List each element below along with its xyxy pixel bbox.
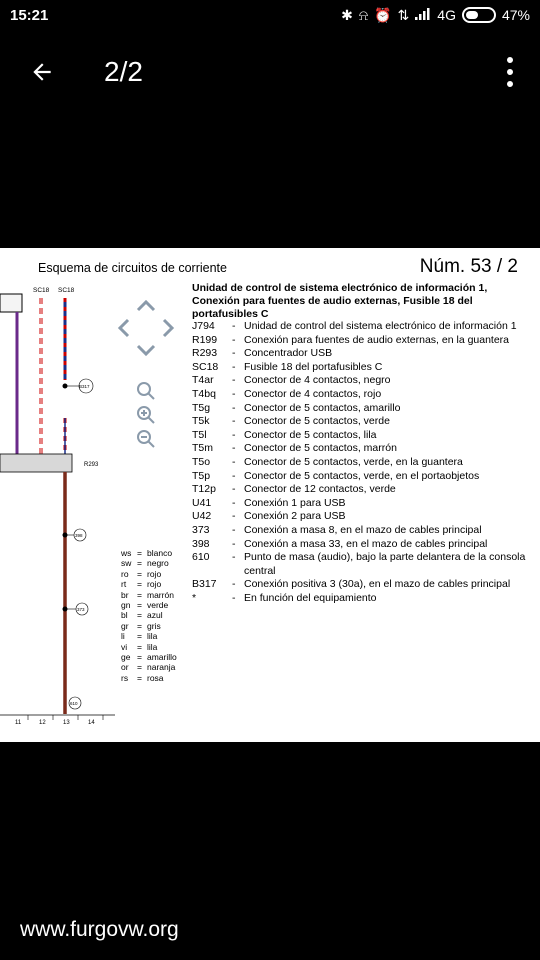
- wire-color-code: or: [121, 662, 129, 673]
- legend-dash: -: [232, 442, 236, 455]
- legend-code: 610: [192, 551, 210, 564]
- legend-row: [192, 361, 532, 375]
- legend-dash: -: [232, 320, 236, 332]
- legend-code: J794: [192, 320, 215, 332]
- wire-color-row: [121, 569, 177, 579]
- more-options-button[interactable]: [498, 52, 522, 92]
- pan-control[interactable]: [116, 294, 176, 364]
- legend-row: [192, 347, 532, 361]
- document-image[interactable]: [0, 248, 540, 742]
- legend-dash: -: [232, 360, 236, 373]
- legend-row: [192, 442, 532, 456]
- legend-desc: Conexión 1 para USB: [244, 496, 346, 509]
- legend-code: T5l: [192, 428, 207, 441]
- legend-desc: Conexión a masa 8, en el mazo de cables principal: [244, 523, 482, 536]
- legend-desc: Conector de 5 contactos, verde, en el portaobjetos: [244, 469, 480, 482]
- wire-color-eq: =: [137, 672, 142, 683]
- column-14: 14: [88, 720, 95, 726]
- pan-left-icon: [120, 320, 128, 336]
- site-url[interactable]: www.furgovw.org: [20, 918, 179, 941]
- wire-color-name: naranja: [147, 662, 176, 673]
- legend-dash: -: [232, 523, 236, 536]
- wire-colors-table: [121, 548, 177, 683]
- legend-code: 398: [192, 537, 210, 550]
- legend-row: [192, 578, 532, 592]
- legend-desc: Conector de 4 contactos, rojo: [244, 387, 382, 400]
- doc-number: Núm. 53 / 2: [419, 256, 518, 277]
- legend-row: [192, 551, 532, 578]
- wire-color-name: gris: [147, 620, 161, 631]
- legend-row: [192, 429, 532, 443]
- wire-color-row: [121, 673, 177, 683]
- legend-code: *: [192, 591, 197, 604]
- legend-code: U42: [192, 510, 212, 523]
- legend-dash: -: [232, 496, 236, 509]
- legend-dash: -: [232, 510, 236, 523]
- wire-color-code: gn: [121, 600, 131, 611]
- wire-color-eq: =: [137, 568, 142, 579]
- legend-row: [192, 334, 532, 348]
- legend-dash: -: [232, 374, 236, 387]
- wire-color-eq: =: [137, 631, 142, 642]
- legend-code: T5g: [192, 401, 211, 414]
- signal-icon: [415, 7, 431, 23]
- wire-color-code: ro: [121, 568, 129, 579]
- legend-desc: Fusible 18 del portafusibles C: [244, 360, 383, 373]
- wire-color-eq: =: [137, 548, 142, 558]
- wiring-diagram: [0, 268, 115, 742]
- legend-desc: Conexión positiva 3 (30a), en el mazo de cables principal: [244, 578, 511, 591]
- wire-color-name: marrón: [147, 589, 174, 600]
- legend-code: B317: [192, 578, 217, 591]
- wire-color-row: [121, 621, 177, 631]
- wire-color-name: blanco: [147, 548, 173, 558]
- back-button[interactable]: [22, 52, 62, 92]
- wire-color-name: amarillo: [147, 652, 177, 663]
- legend-row: [192, 388, 532, 402]
- legend-code: R199: [192, 333, 218, 346]
- wire-color-eq: =: [137, 579, 142, 590]
- legend-dash: -: [232, 483, 236, 496]
- bell-off-icon: ⍾: [358, 6, 369, 23]
- wire-color-name: negro: [147, 558, 169, 569]
- wire-color-code: rs: [121, 672, 129, 683]
- legend-row: [192, 470, 532, 484]
- wire-color-row: [121, 642, 177, 652]
- wire-color-code: gr: [121, 620, 129, 631]
- wire-color-eq: =: [137, 652, 142, 663]
- wire-color-row: [121, 548, 177, 558]
- wire-color-code: li: [121, 631, 125, 642]
- legend-code: T5m: [192, 442, 213, 455]
- wire-color-code: br: [121, 589, 129, 600]
- legend-dash: -: [232, 401, 236, 414]
- network-type: 4G: [437, 7, 456, 23]
- legend-code: SC18: [192, 360, 219, 373]
- wire-color-name: verde: [147, 600, 169, 611]
- legend-dash: -: [232, 387, 236, 400]
- legend-desc: En función del equipamiento: [244, 591, 377, 604]
- legend-dash: -: [232, 455, 236, 468]
- legend-code: T12p: [192, 483, 216, 496]
- legend-table: [192, 320, 532, 605]
- more-vert-icon: [507, 57, 513, 63]
- legend-desc: Conexión para fuentes de audio externas, en la guantera: [244, 333, 510, 346]
- zoom-out-icon: [138, 431, 154, 447]
- wire-color-code: rt: [121, 579, 127, 590]
- legend-code: T5k: [192, 415, 210, 428]
- wire-color-eq: =: [137, 641, 142, 652]
- fuse-label-1: SC18: [33, 287, 50, 294]
- pan-right-icon: [164, 320, 172, 336]
- column-12: 12: [39, 720, 46, 726]
- legend-row: [192, 402, 532, 416]
- legend-row: [192, 497, 532, 511]
- wire-color-row: [121, 652, 177, 662]
- wire-color-eq: =: [137, 589, 142, 600]
- legend-row: [192, 415, 532, 429]
- wire-color-name: rojo: [147, 579, 162, 590]
- wire-color-code: bl: [121, 610, 128, 621]
- bluetooth-icon: ✱: [341, 6, 353, 23]
- doc-heading: Unidad de control de sistema electrónico de información 1, Conexión para fuentes de audio externas, Fusible 18 del portafusibles C: [192, 282, 488, 320]
- wire-color-name: rojo: [147, 568, 162, 579]
- wire-color-row: [121, 600, 177, 610]
- legend-desc: Conexión a masa 33, en el mazo de cables principal: [244, 537, 488, 550]
- legend-row: [192, 524, 532, 538]
- wire-color-name: rosa: [147, 672, 164, 683]
- legend-code: T5p: [192, 469, 211, 482]
- legend-desc: Conector de 5 contactos, amarillo: [244, 401, 401, 414]
- battery-percent: 47%: [501, 7, 530, 23]
- pan-up-icon: [138, 302, 154, 310]
- wire-color-row: [121, 631, 177, 641]
- component-label: R293: [84, 462, 99, 468]
- legend-dash: -: [232, 551, 236, 564]
- wire-color-row: [121, 590, 177, 600]
- zoom-in-icon: [138, 407, 154, 423]
- ground-610-label: 610: [70, 701, 78, 706]
- legend-code: 373: [192, 523, 210, 536]
- wire-color-name: azul: [147, 610, 163, 621]
- legend-dash: -: [232, 537, 236, 550]
- junction-label: B317: [79, 384, 90, 389]
- wire-color-row: [121, 610, 177, 620]
- battery-icon: [462, 7, 496, 23]
- legend-desc: Conector de 5 contactos, verde: [244, 415, 390, 428]
- wire-color-row: [121, 662, 177, 672]
- status-icons: [341, 7, 530, 24]
- data-transfer-icon: ⇅: [397, 6, 410, 23]
- legend-dash: -: [232, 469, 236, 482]
- wire-color-name: lila: [147, 641, 158, 652]
- legend-dash: -: [232, 333, 236, 346]
- ground-373-label: 373: [77, 607, 85, 612]
- legend-code: T4ar: [192, 374, 214, 387]
- wire-color-row: [121, 579, 177, 589]
- legend-row: [192, 456, 532, 470]
- legend-desc: Concentrador USB: [244, 347, 333, 360]
- doc-title: Esquema de circuitos de corriente: [38, 261, 227, 275]
- status-time: 15:21: [10, 6, 49, 24]
- legend-code: T5o: [192, 455, 211, 468]
- alarm-icon: ⏰: [374, 6, 392, 23]
- wire-color-code: vi: [121, 641, 128, 652]
- legend-code: U41: [192, 496, 212, 509]
- ground-398-label: 398: [75, 533, 83, 538]
- fuse-label-2: SC18: [58, 287, 75, 294]
- legend-desc: Conector de 12 contactos, verde: [244, 483, 396, 496]
- legend-row: [192, 592, 532, 606]
- legend-dash: -: [232, 415, 236, 428]
- wire-color-row: [121, 558, 177, 568]
- legend-dash: -: [232, 578, 236, 591]
- wire-color-code: sw: [121, 558, 132, 569]
- wire-color-eq: =: [137, 662, 142, 673]
- legend-desc: Conexión 2 para USB: [244, 510, 346, 523]
- legend-code: R293: [192, 347, 218, 360]
- zoom-fit-icon: [138, 383, 154, 399]
- column-13: 13: [63, 720, 70, 726]
- wire-color-eq: =: [137, 600, 142, 611]
- legend-row: [192, 538, 532, 552]
- legend-desc: Punto de masa (audio), bajo la parte delantera de la consola central: [244, 551, 526, 577]
- wire-color-eq: =: [137, 610, 142, 621]
- legend-desc: Conector de 5 contactos, marrón: [244, 442, 397, 455]
- legend-desc: Conector de 4 contactos, negro: [244, 374, 391, 387]
- wire-color-code: ge: [121, 652, 131, 663]
- legend-dash: -: [232, 591, 236, 604]
- wire-color-eq: =: [137, 558, 142, 569]
- legend-dash: -: [232, 347, 236, 360]
- legend-code: T4bq: [192, 387, 216, 400]
- legend-desc: Unidad de control del sistema electrónico de información 1: [244, 320, 517, 332]
- page-counter: 2/2: [104, 56, 143, 87]
- legend-row: [192, 374, 532, 388]
- zoom-control[interactable]: [135, 380, 157, 450]
- app-bar: [0, 40, 540, 104]
- column-11: 11: [15, 720, 22, 726]
- pan-down-icon: [138, 346, 154, 354]
- status-bar: [0, 0, 540, 30]
- legend-desc: Conector de 5 contactos, verde, en la guantera: [244, 455, 463, 468]
- arrow-left-icon: [29, 59, 55, 85]
- wire-color-code: ws: [121, 548, 132, 558]
- legend-row: [192, 483, 532, 497]
- legend-desc: Conector de 5 contactos, lila: [244, 428, 377, 441]
- wire-color-eq: =: [137, 620, 142, 631]
- legend-row: [192, 510, 532, 524]
- legend-dash: -: [232, 428, 236, 441]
- wire-color-name: lila: [147, 631, 158, 642]
- legend-row: [192, 320, 532, 334]
